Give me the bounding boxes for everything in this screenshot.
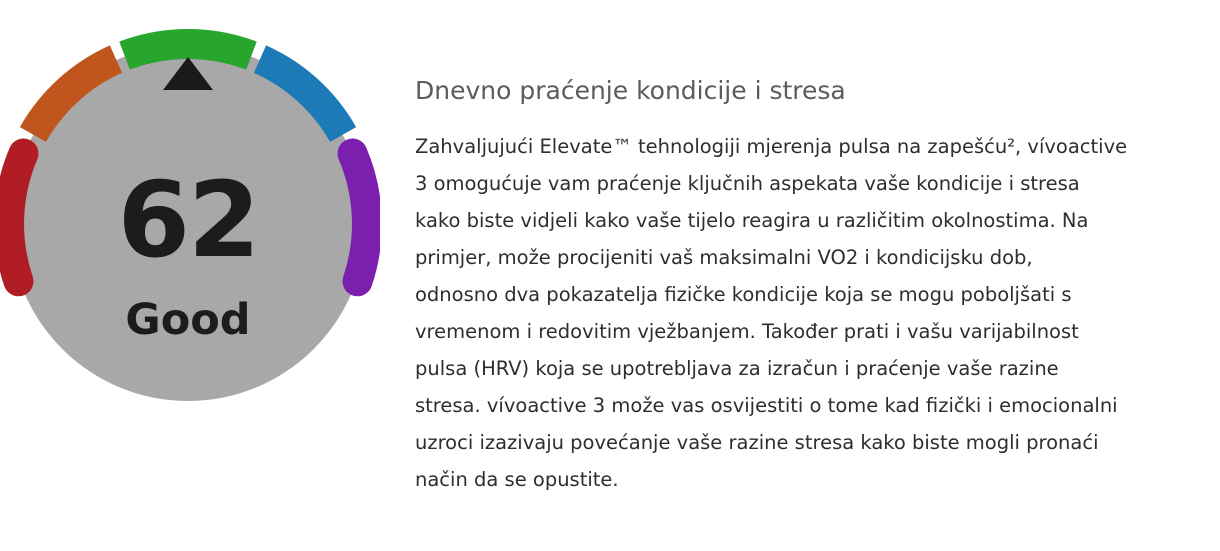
- article-line: stresa. vívoactive 3 može vas osvijestiti o tome kad fizički i emocionalni: [415, 394, 1118, 417]
- gauge-status-label: Good: [125, 295, 251, 345]
- gauge-segment-green: [125, 44, 252, 56]
- article-line: uzroci izazivaju povećanje vaše razine stresa kako biste mogli pronaći: [415, 431, 1099, 454]
- article-line: 3 omogućuje vam praćenje ključnih aspekata vaše kondicije i stresa: [415, 172, 1080, 195]
- article-line: pulsa (HRV) koja se upotrebljava za izračun i praćenje vaše razine: [415, 357, 1059, 380]
- gauge-value: 62: [117, 159, 259, 281]
- gauge-segment-red: [9, 154, 23, 282]
- article-body: [415, 128, 1205, 498]
- article-line: odnosno dva pokazatelja fizičke kondicije koja se mogu poboljšati s: [415, 283, 1072, 306]
- article-line: kako biste vidjeli kako vaše tijelo reagira u različitim okolnostima. Na: [415, 209, 1089, 232]
- article-heading: Dnevno praćenje kondicije i stresa: [415, 76, 846, 105]
- article-line: Zahvaljujući Elevate™ tehnologiji mjerenja pulsa na zapešću², vívoactive: [415, 135, 1128, 158]
- article: [415, 72, 1205, 498]
- article-line: vremenom i redovitim vježbanjem. Također prati i vašu varijabilnost: [415, 320, 1079, 343]
- article-line: primjer, može procijeniti vaš maksimalni VO2 i kondicijsku dob,: [415, 246, 1033, 269]
- fitness-gauge: [0, 0, 380, 420]
- gauge-segment-purple: [353, 154, 367, 282]
- article-line: način da se opustite.: [415, 468, 619, 491]
